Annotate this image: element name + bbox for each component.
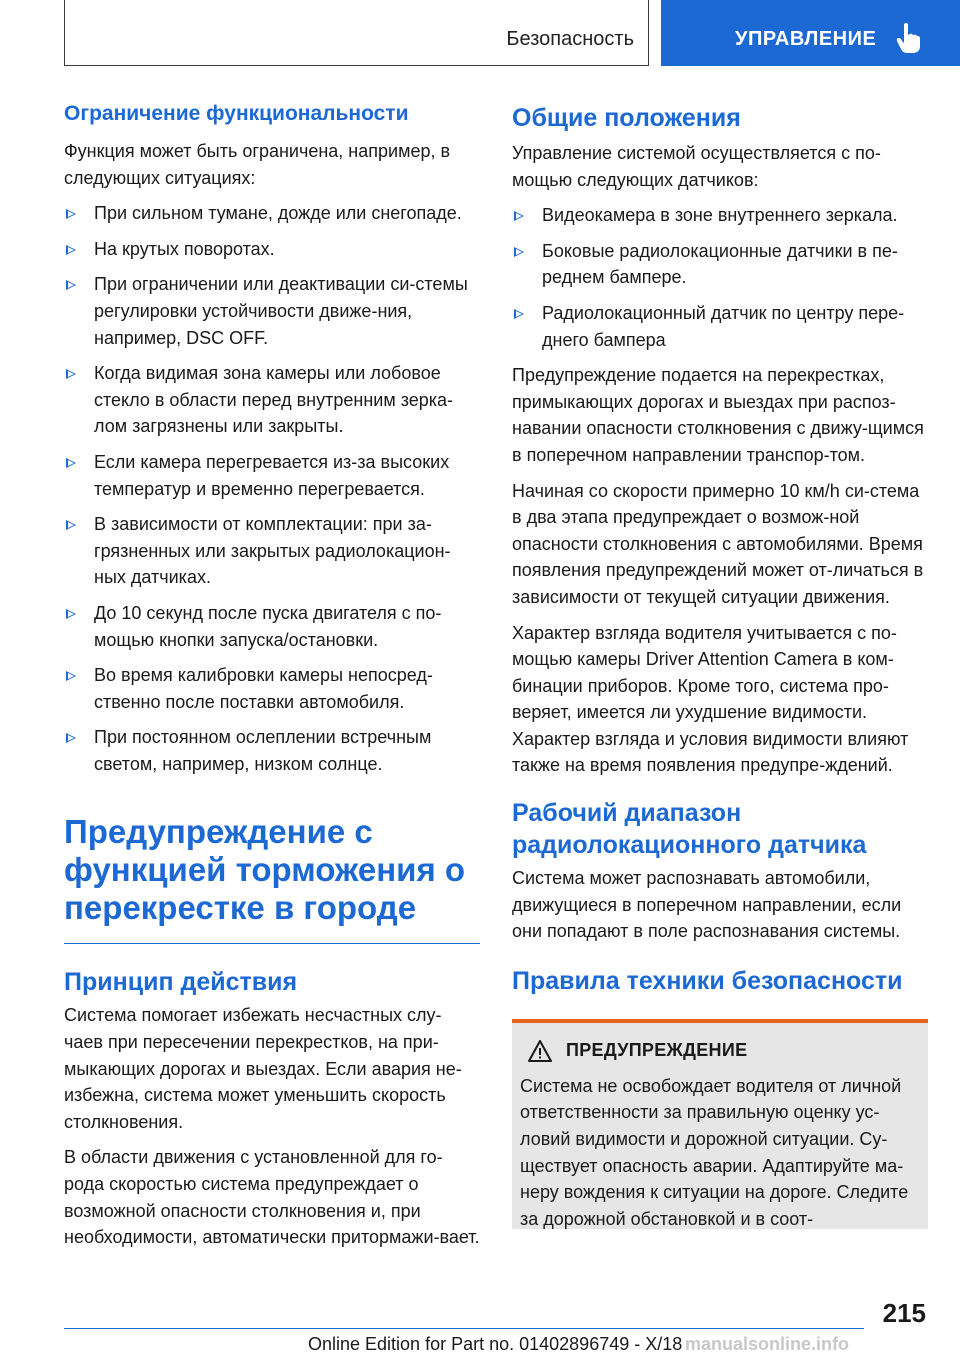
triangle-bullet-icon (66, 733, 76, 743)
triangle-bullet-icon (66, 245, 76, 255)
list-item: Видеокамера в зоне внутреннего зеркала. (512, 202, 928, 229)
footer-divider (64, 1328, 864, 1329)
list-item: Когда видимая зона камеры или лобовое стекло в области перед внутренним зерка-лом загрязнены или закрыты. (64, 360, 480, 440)
right-column (512, 100, 928, 1229)
list-item: До 10 секунд после пуска двигателя с по-мощью кнопки запуска/остановки. (64, 600, 480, 653)
general-heading: Общие положения (512, 104, 741, 132)
limits-heading: Ограничение функциональности (64, 102, 409, 125)
limits-intro: Функция может быть ограничена, например, в следующих ситуациях: (64, 141, 451, 188)
list-item: При сильном тумане, дожде или снегопаде. (64, 200, 480, 227)
triangle-bullet-icon (514, 309, 524, 319)
list-item: Во время калибровки камеры непосред-ственно после поставки автомобиля. (64, 662, 480, 715)
header-chapter-tab (661, 0, 960, 66)
list-item: Если камера перегревается из-за высоких температур и временно перегревается. (64, 449, 480, 502)
general-intro: Управление системой осуществляется с по-мощью следующих датчиков: (512, 143, 881, 190)
list-item: Боковые радиолокационные датчики в пе-реднем бампере. (512, 238, 928, 291)
list-item: При постоянном ослеплении встречным светом, например, низком солнце. (64, 724, 480, 777)
safety-heading: Правила техники безопасности (512, 966, 903, 995)
title-divider (64, 943, 480, 944)
triangle-bullet-icon (66, 458, 76, 468)
triangle-bullet-icon (66, 209, 76, 219)
list-item: В зависимости от комплектации: при за-грязненных или закрытых радиолокацион-ных датчиках. (64, 511, 480, 591)
range-heading: Рабочий диапазон радиолокационного датчика (512, 799, 867, 860)
triangle-bullet-icon (66, 280, 76, 290)
principle-paragraph-2: В области движения с установленной для го-рода скоростью система предупреждает о возможной опасности столкновения и, при необходимости, автоматически притормажи-вает. (64, 1147, 480, 1248)
warning-box (512, 1019, 928, 1229)
sensors-list (512, 202, 928, 353)
triangle-bullet-icon (514, 211, 524, 221)
range-paragraph: Система может распознавать автомобили, движущиеся в поперечном направлении, если они попадают в поле распознавания системы. (512, 868, 902, 942)
principle-heading: Принцип действия (64, 968, 298, 997)
header-section-box (64, 0, 649, 66)
warning-text: Система не освобождает водителя от личной ответственности за правильную оценку ус-ловий видимости и дорожной ситуации. Су-ществует опасность аварии. Адаптируйте ма-неру вождения к ситуации на дороге. Следите за дорожной обстановкой и в соот- (520, 1075, 909, 1229)
warning-title: ПРЕДУПРЕЖДЕНИЕ (566, 1040, 748, 1061)
limits-list (64, 200, 480, 777)
list-item: При ограничении или деактивации си-стемы регулировки устойчивости движе-ния, например, DSC OFF. (64, 271, 480, 351)
triangle-bullet-icon (66, 520, 76, 530)
hand-pointer-icon (895, 22, 921, 54)
warning-header (520, 1035, 920, 1067)
page-number: 215 (882, 1298, 926, 1328)
triangle-bullet-icon (514, 247, 524, 257)
left-column (64, 100, 480, 1251)
general-paragraph-1: Предупреждение подается на перекрестках, примыкающих дорогах и выездах при распоз-навании опасности столкновения с движу-щимся в поперечном направлении транспор-том. (512, 365, 924, 465)
warning-triangle-icon (528, 1040, 552, 1062)
footer-watermark: manualsonline.info (685, 1334, 850, 1354)
triangle-bullet-icon (66, 369, 76, 379)
general-paragraph-3: Характер взгляда водителя учитывается с по-мощью камеры Driver Attention Camera в ком-бинации приборов. Кроме того, система про-веряет, имеется ли ухудшение видимости. Характер взгляда и условия видимости влияют также на время появления предупре-ждений. (512, 622, 909, 776)
footer-edition: Online Edition for Part no. 01402896749 - X/18 (308, 1334, 683, 1354)
triangle-bullet-icon (66, 609, 76, 619)
principle-paragraph-1: Система помогает избежать несчастных слу-чаев при пересечении перекрестков, на при-мыкающих дорогах и выездах. Если авария не-избежна, система может уменьшить скорость столкновения. (64, 1005, 462, 1132)
general-paragraph-2: Начиная со скорости примерно 10 км/h си-стема в два этапа предупреждает о возмож-ной опасности столкновения с автомобилями. Время появления предупреждений может от-личаться в зависимости от текущей ситуации движения. (512, 480, 924, 607)
triangle-bullet-icon (66, 671, 76, 681)
header-section-label: Безопасность (506, 28, 634, 50)
list-item: На крутых поворотах. (64, 236, 480, 263)
header-chapter-label: УПРАВЛЕНИЕ (735, 28, 877, 50)
list-item: Радиолокационный датчик по центру пере-днего бампера (512, 300, 928, 353)
main-section-title: Предупреждение с функцией торможения о перекрестке в городе (64, 813, 466, 927)
